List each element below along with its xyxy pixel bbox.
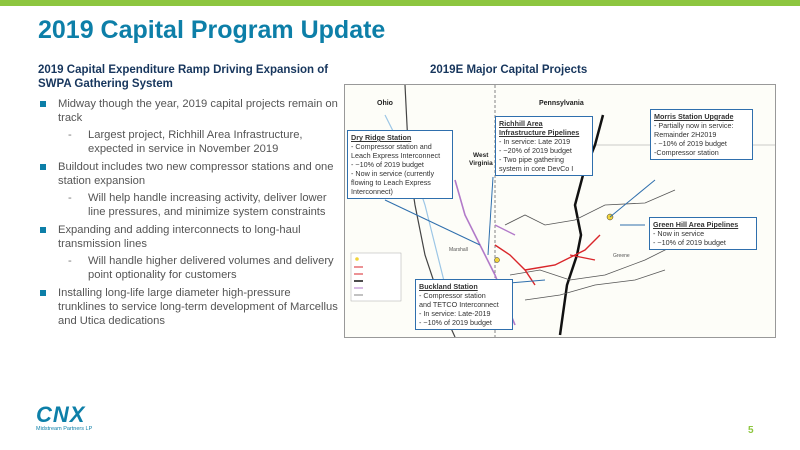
callout-line: Leach Express Interconnect [351, 151, 441, 160]
map-label-greene: Greene [613, 253, 630, 259]
sub-bullet-text: Will help handle increasing activity, deliver lower line pressures, and minimize system constraints [88, 192, 327, 218]
callout-line: -Compressor station [654, 148, 719, 157]
callout-arrow [610, 180, 655, 217]
sub-bullet-list [58, 254, 338, 282]
dash-icon: - [68, 255, 72, 267]
sub-bullet-list [58, 128, 338, 156]
bullet-text: Expanding and adding interconnects to long-haul transmission lines [58, 224, 301, 250]
callout-line: flowing to Leach Express [351, 178, 431, 187]
logo-wordmark: CNX [36, 402, 86, 427]
callout-line: - In service: Late-2019 [419, 309, 491, 318]
left-column [38, 63, 338, 332]
map-label-pennsylvania: Pennsylvania [539, 100, 584, 107]
square-bullet-icon [40, 101, 46, 107]
callout-title: Infrastructure Pipelines [499, 128, 580, 137]
callout-line: - Two pipe gathering [499, 155, 564, 164]
bullet-text: Installing long-life large diameter high-pressure trunklines to service long-term development of Marcellus and Utica dedications [58, 287, 338, 327]
callout-line: and TETCO Interconnect [419, 300, 499, 309]
callout-line: - In service: Late 2019 [499, 137, 571, 146]
callout-line: Interconnect) [351, 187, 393, 196]
map-label-ohio: Ohio [377, 100, 393, 107]
callout-line: - ~20% of 2019 budget [499, 146, 572, 155]
dash-icon: - [68, 192, 72, 204]
top-accent-bar [0, 0, 800, 6]
callout-line: - Now in service (currently [351, 169, 435, 178]
callout-green-hill [649, 217, 757, 250]
red-pipeline [570, 255, 595, 260]
callout-title: Morris Station Upgrade [654, 112, 734, 121]
map-legend [351, 253, 401, 301]
bullet-item [38, 160, 338, 219]
callout-line: Remainder 2H2019 [654, 130, 717, 139]
bullet-item [38, 223, 338, 282]
map-label-virginia: Virginia [469, 160, 493, 167]
callout-arrow [488, 177, 493, 255]
callout-line: system in core DevCo I [499, 164, 574, 173]
callout-line: - Now in service [653, 229, 705, 238]
sub-bullet-item [58, 128, 338, 156]
station-marker-icon [495, 258, 500, 263]
callout-title: Green Hill Area Pipelines [653, 220, 739, 229]
square-bullet-icon [40, 164, 46, 170]
dash-icon: - [68, 129, 72, 141]
callout-line: - ~10% of 2019 budget [419, 318, 492, 327]
page-number: 5 [748, 425, 754, 436]
purple-pipeline [495, 225, 515, 235]
square-bullet-icon [40, 290, 46, 296]
callout-buckland [415, 279, 513, 330]
callout-line: - ~10% of 2019 budget [351, 160, 424, 169]
logo-subtitle: Midstream Partners LP [36, 426, 93, 432]
legend-marker-icon [355, 257, 359, 261]
callout-richhill [495, 116, 593, 176]
callout-dry-ridge [347, 130, 453, 199]
red-pipeline [525, 235, 600, 270]
callout-line: - Compressor station [419, 291, 486, 300]
square-bullet-icon [40, 227, 46, 233]
bullet-list [38, 97, 338, 328]
callout-title: Richhill Area [499, 119, 543, 128]
callout-line: - Compressor station and [351, 142, 432, 151]
callout-title: Buckland Station [419, 282, 478, 291]
callout-line: - ~10% of 2019 budget [653, 238, 726, 247]
sub-bullet-text: Will handle higher delivered volumes and delivery point optionality for customers [88, 255, 334, 281]
map-label-marshall: Marshall [449, 247, 468, 253]
sub-bullet-item [58, 191, 338, 219]
callout-arrow [385, 200, 480, 245]
sub-bullet-item [58, 254, 338, 282]
bullet-text: Buildout includes two new compressor stations and one station expansion [58, 161, 334, 187]
callout-line: - Partially now in service: [654, 121, 734, 130]
callout-morris [650, 109, 753, 160]
bullet-item [38, 97, 338, 156]
callout-title: Dry Ridge Station [351, 133, 412, 142]
left-heading: 2019 Capital Expenditure Ramp Driving Expansion of SWPA Gathering System [38, 64, 329, 90]
pipeline-gray [525, 270, 665, 300]
sub-bullet-list [58, 191, 338, 219]
map-label-west: West [473, 152, 489, 159]
bullet-item [38, 286, 338, 328]
callout-line: - ~10% of 2019 budget [654, 139, 727, 148]
sub-bullet-text: Largest project, Richhill Area Infrastructure, expected in service in November 2019 [88, 129, 303, 155]
slide-title: 2019 Capital Program Update [38, 16, 386, 44]
capital-projects-map [344, 84, 776, 338]
cnx-logo [36, 402, 94, 432]
map-title: 2019E Major Capital Projects [430, 64, 588, 76]
bullet-text: Midway though the year, 2019 capital projects remain on track [58, 98, 338, 124]
